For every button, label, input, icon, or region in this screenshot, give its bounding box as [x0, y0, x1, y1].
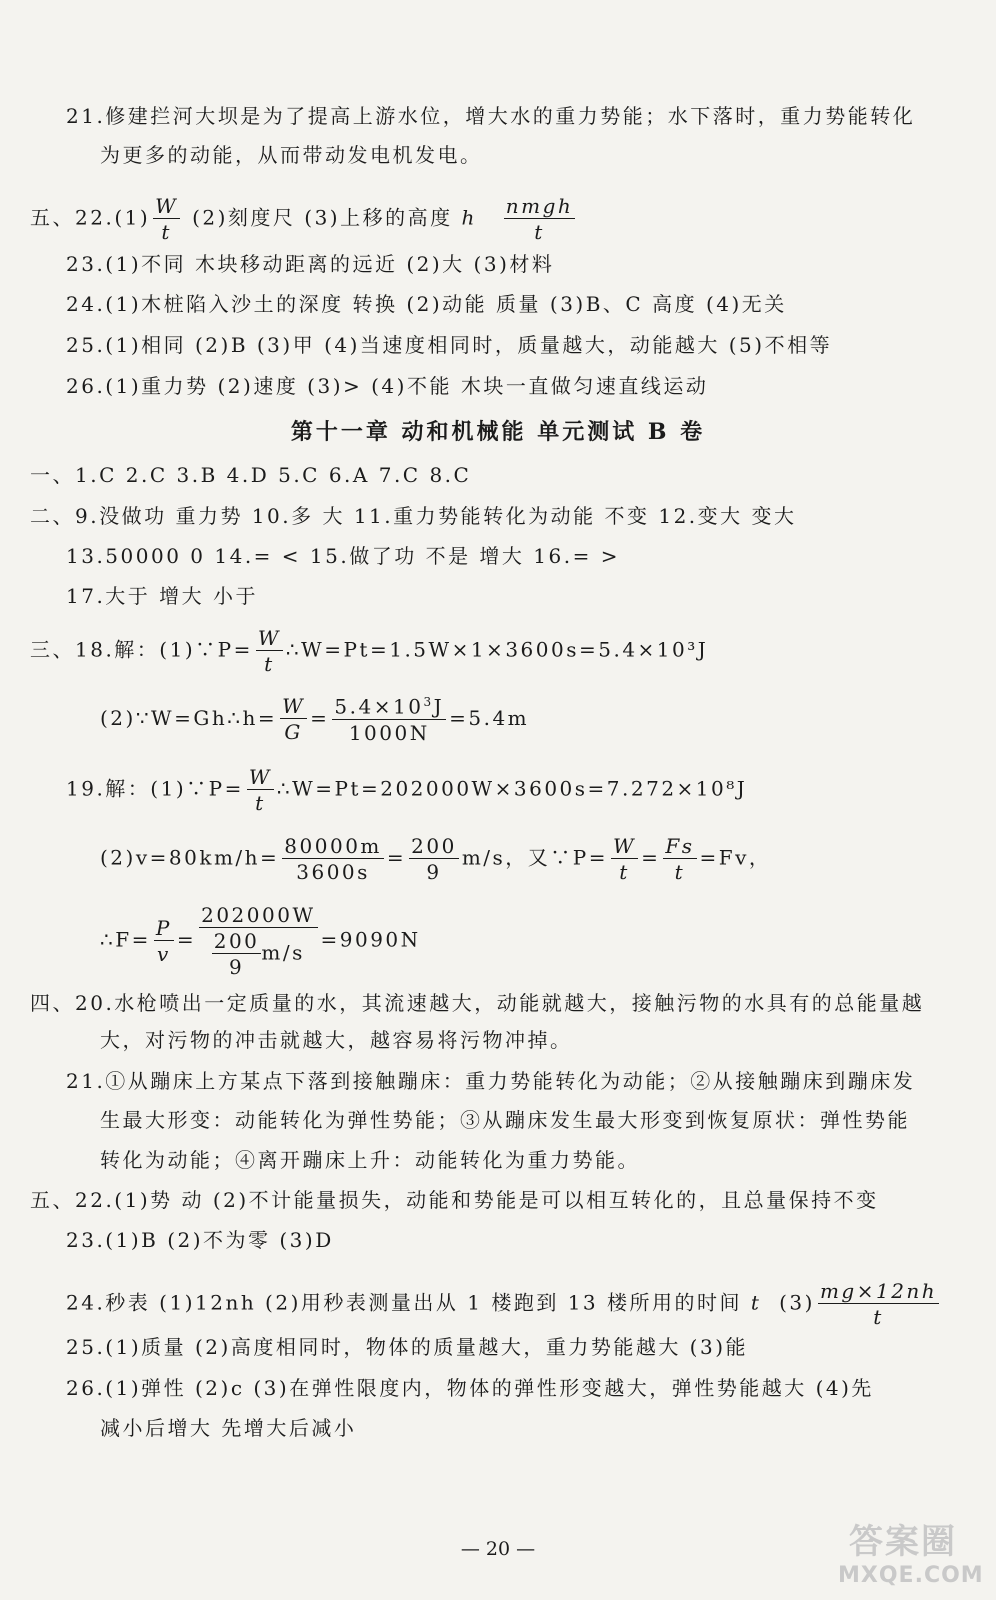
answers-fill-1: 二、9.没做功 重力势 10.多 大 11.重力势能转化为动能 不变 12.变大 变大	[30, 504, 797, 528]
answer-18-1: 三、18.解：(1)∵P= $\frac{W}{t}$ ∴W=Pt=1.5W×1×3600s=5.4×10³J	[30, 626, 709, 676]
answer-24a: 24.(1)木桩陷入沙土的深度 转换 (2)动能 质量 (3)B、C 高度 (4)无关	[66, 292, 787, 316]
answer-23a: 23.(1)不同 木块移动距离的远近 (2)大 (3)材料	[66, 252, 555, 276]
answer-20-line-2: 大，对污物的冲击就越大，越容易将污物冲掉。	[100, 1028, 573, 1052]
answer-22a-label: 五、22.	[30, 205, 115, 230]
answer-18-2: (2)∵W=Gh∴h= $\frac{W}{G}$ = $\frac{5.4\times 10^3J}{1000N}$ =5.4m	[100, 694, 530, 745]
answer-21b-line-2: 生最大形变：动能转化为弹性势能；③从蹦床发生最大形变到恢复原状：弹性势能	[100, 1108, 910, 1132]
answer-25b: 25.(1)质量 (2)高度相同时，物体的质量越大，重力势能越大 (3)能	[66, 1335, 749, 1359]
answer-24b: 24.秒表 (1)12nh (2)用秒表测量出从 1 楼跑到 13 楼所用的时间 t (3) $\frac{mg\times 12nh}{t}$	[66, 1279, 938, 1329]
answers-choice: 一、1.C 2.C 3.B 4.D 5.C 6.A 7.C 8.C	[30, 463, 472, 487]
watermark-logo: 答案圈 MXQE.COM	[838, 1522, 984, 1588]
answer-20-line-1: 四、20.水枪喷出一定质量的水，其流速越大，动能就越大，接触污物的水具有的总能量越	[30, 991, 925, 1015]
answer-19-2: (2)v=80km/h= $\frac{80000m}{3600s}$ = $\frac{200}{9}$ m/s，又∵P= $\frac{W}{t}$ = $\frac{Fs}{t}$ =Fv，	[100, 834, 772, 884]
answer-22a: 五、22.(1) $\frac{W}{t}$ (2)刻度尺 (3)上移的高度 h $\frac{\text{nmgh}}{t}$	[30, 194, 574, 244]
answer-19-1: 19.解：(1)∵P= $\frac{W}{t}$ ∴W=Pt=202000W×3600s=7.272×10⁸J	[66, 765, 748, 815]
answer-21b-line-1: 21.①从蹦床上方某点下落到接触蹦床：重力势能转化为动能；②从接触蹦床到蹦床发	[66, 1069, 916, 1093]
answer-21b-line-3: 转化为动能；④离开蹦床上升：动能转化为重力势能。	[100, 1148, 640, 1172]
answer-26b-line-1: 26.(1)弹性 (2)c (3)在弹性限度内，物体的弹性形变越大，弹性势能越大 (4)先	[66, 1376, 874, 1400]
answer-19-3: ∴F= $\frac{P}{v}$ = 202000W $\frac{200}{9}$ m/s =9090N	[100, 903, 421, 979]
page-number: — 20 —	[460, 1538, 536, 1560]
answer-26b-line-2: 减小后增大 先增大后减小	[100, 1416, 357, 1440]
answer-23b: 23.(1)B (2)不为零 (3)D	[66, 1228, 334, 1252]
answer-22b: 五、22.(1)势 动 (2)不计能量损失，动能和势能是可以相互转化的，且总量保持不变	[30, 1188, 879, 1212]
answer-25a: 25.(1)相同 (2)B (3)甲 (4)当速度相同时，质量越大，动能越大 (5)不相等	[66, 333, 833, 357]
answers-fill-2: 13.50000 0 14.= < 15.做了功 不是 增大 16.= >	[66, 544, 620, 568]
answer-21a-line-1: 21.修建拦河大坝是为了提高上游水位，增大水的重力势能；水下落时，重力势能转化	[66, 104, 916, 128]
answer-26a: 26.(1)重力势 (2)速度 (3)> (4)不能 木块一直做匀速直线运动	[66, 374, 709, 398]
answer-21a-line-2: 为更多的动能，从而带动发电机发电。	[100, 143, 483, 167]
answers-fill-3: 17.大于 增大 小于	[66, 584, 259, 608]
section-title: 第十一章 动和机械能 单元测试 B 卷	[290, 419, 706, 445]
